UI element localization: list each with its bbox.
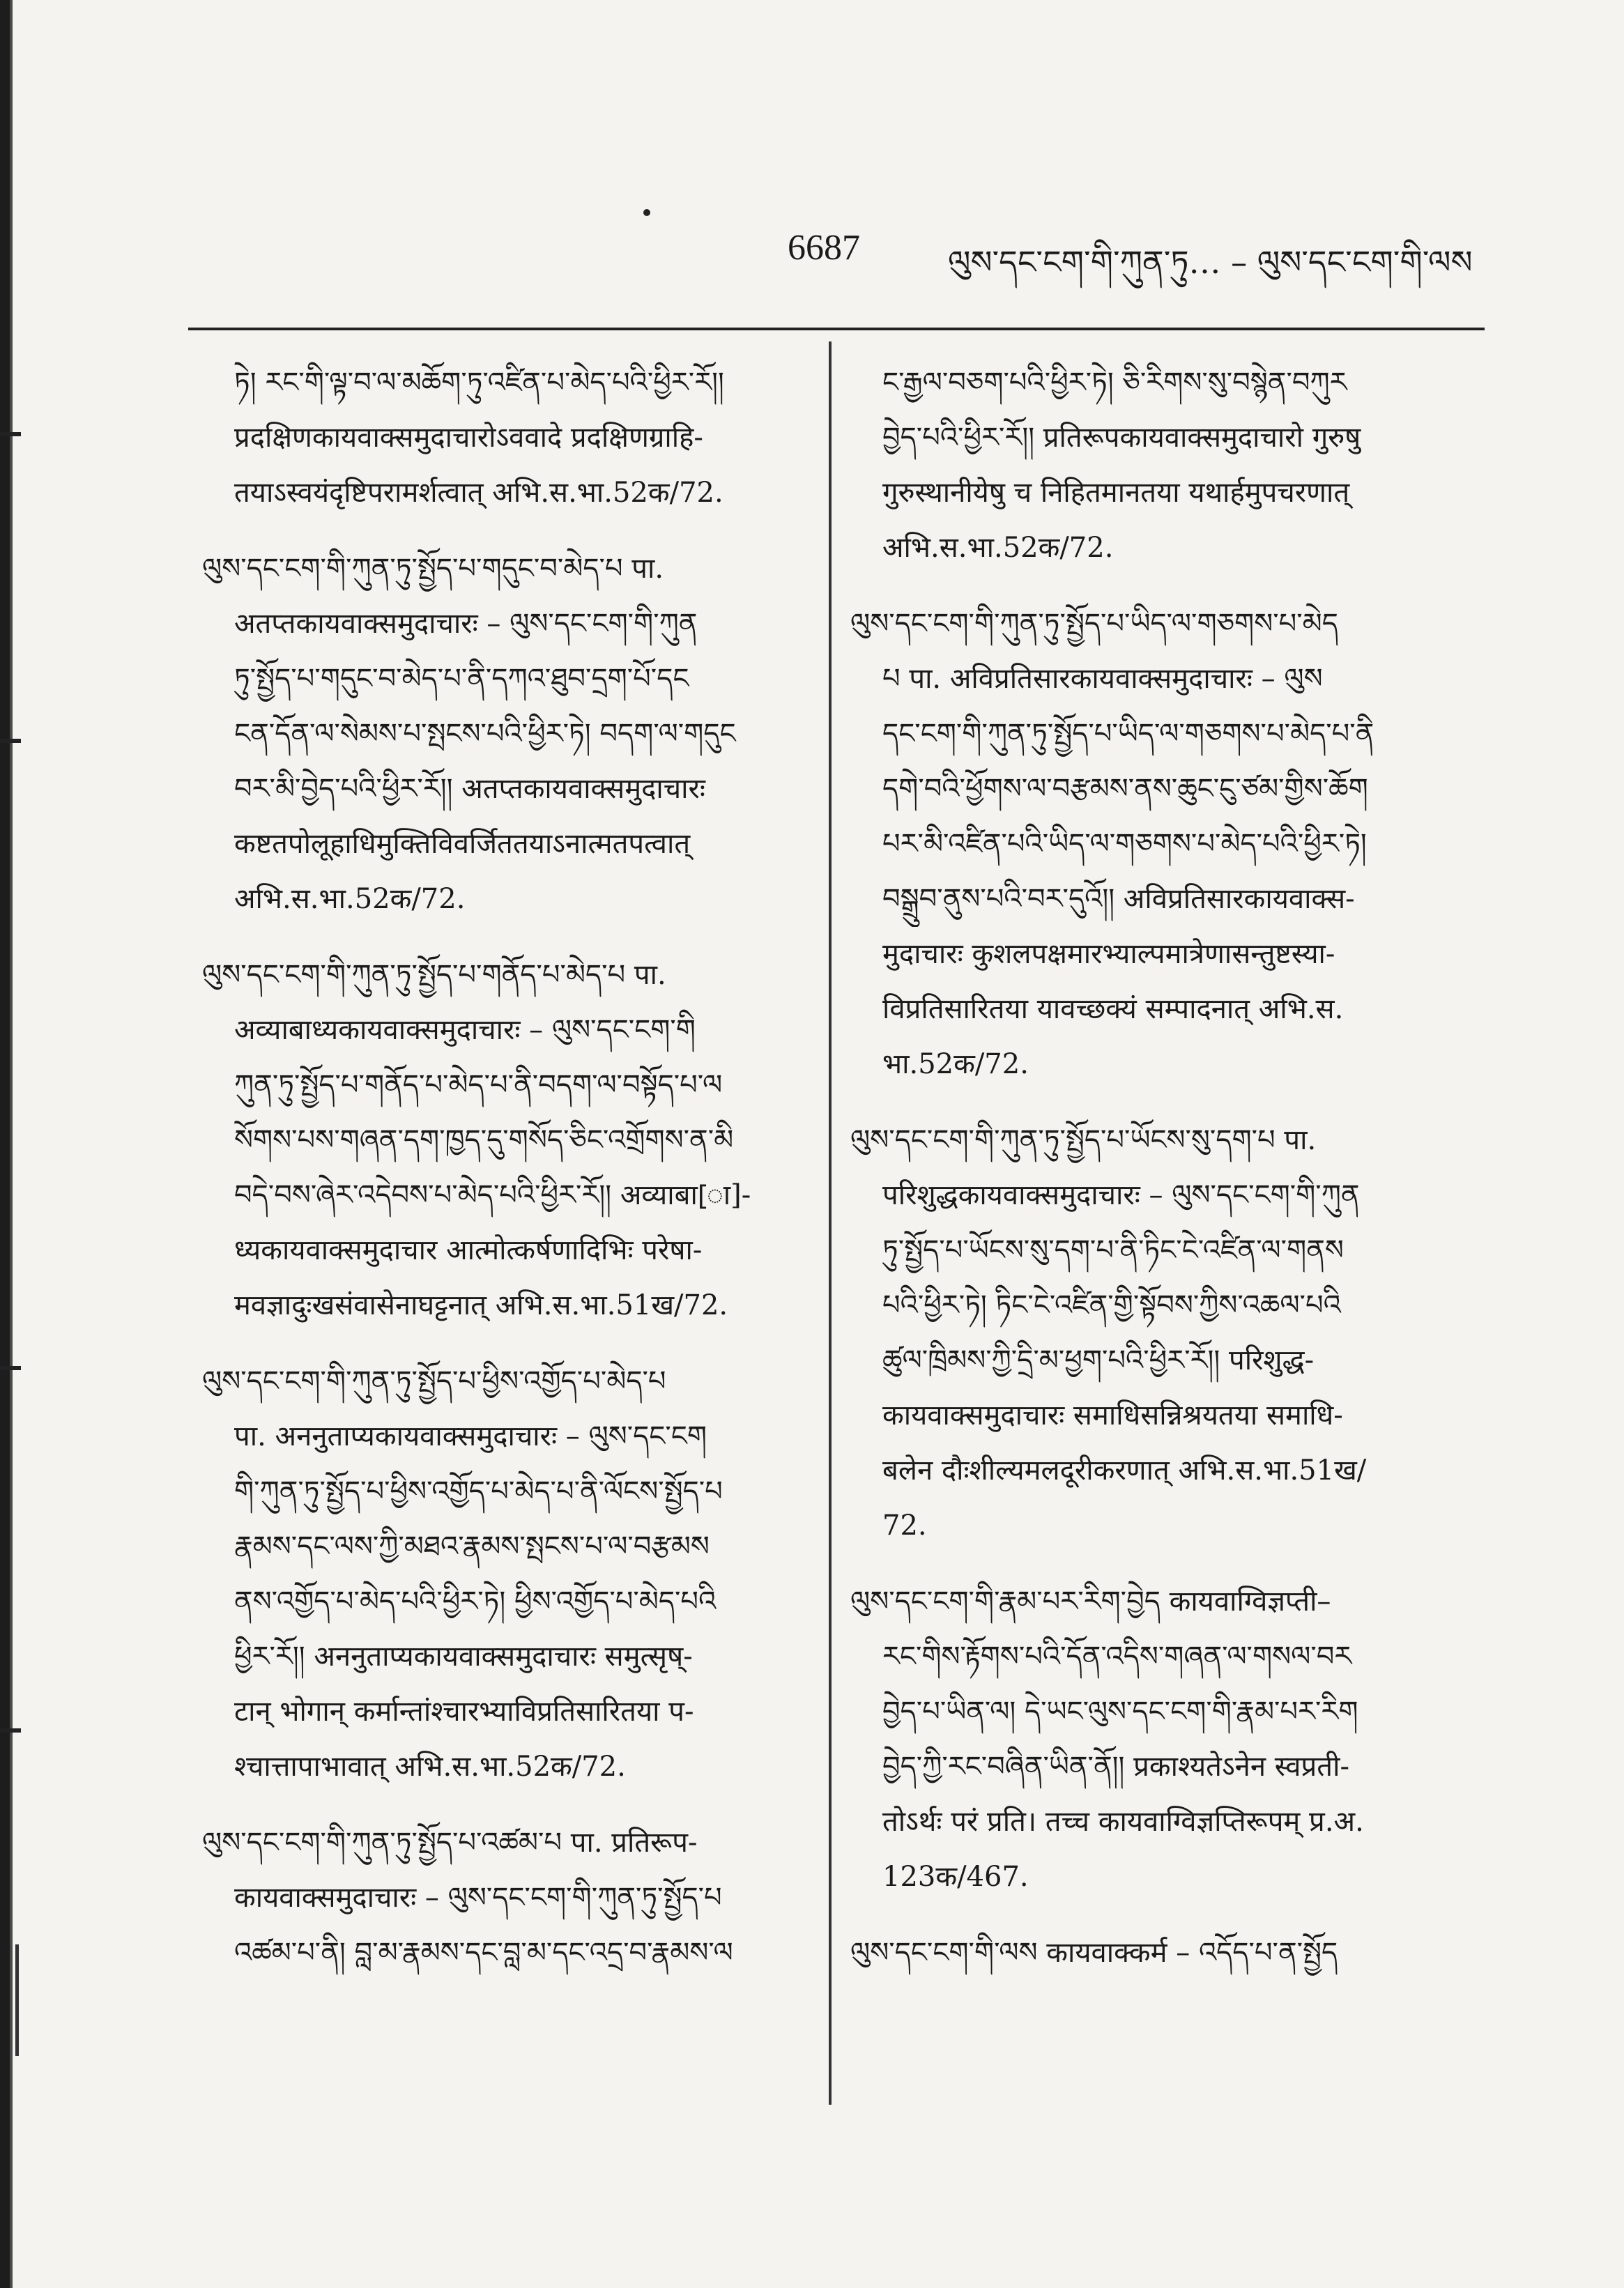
entry-line: कायवाक्समुदाचारः समाधिसन्निश्रयतया समाधि- (882, 1399, 1343, 1431)
entry-line: ནས་འགྱོད་པ་མེད་པའི་ཕྱིར་ཏེ། ཕྱིས་འགྱོད་པ་མེད་པའི (234, 1586, 717, 1618)
scan-edge-tick (0, 1366, 21, 1370)
entry-line: བྱེད་ཀྱི་རང་བཞིན་ཡིན་ནོ།། प्रकाश्यतेऽनेन स्वप्रती- (882, 1751, 1349, 1783)
scan-edge-mark (15, 1944, 19, 2056)
entry-headword: ལུས་དང་ངག་གི་ཀུན་ཏུ་སྤྱོད་པ་ཕྱིས་འགྱོད་པ་མེད་པ (202, 1365, 666, 1397)
header-rule (188, 328, 1485, 330)
entry-line: བྱེད་པའི་ཕྱིར་རོ།། प्रतिरूपकायवाक्समुदाचारो गुरुषु (882, 422, 1361, 454)
page-header (788, 222, 1485, 284)
entry-line: 123क/467. (882, 1861, 1029, 1893)
entry-line: विप्रतिसारितया यावच्छक्यं सम्पादनात् अभि.स. (882, 993, 1344, 1025)
entry-line: ང་རྒྱལ་བཅག་པའི་ཕྱིར་ཏེ། ཅི་རིགས་སུ་བསྙེན་བཀུར (882, 367, 1347, 399)
entry-line: अभि.स.भा.52क/72. (234, 883, 466, 915)
entry-line: ध्यकायवाक्समुदाचार आत्मोत्कर्षणादिभिः परेषा- (234, 1234, 703, 1266)
entry-line: परिशुद्धकायवाक्समुदाचारः – ལུས་དང་ངག་གི་ཀུན (882, 1179, 1360, 1211)
entry-line: ཏུ་སྤྱོད་པ་གདུང་བ་མེད་པ་ནི་དཀའ་ཐུབ་དྲག་པོ་དང (234, 663, 689, 695)
dictionary-entry (850, 597, 1478, 1092)
dictionary-entry (202, 1815, 822, 1981)
entry-line: भा.52क/72. (882, 1048, 1029, 1080)
entry-line: བར་མི་བྱེད་པའི་ཕྱིར་རོ།། अतप्तकायवाक्समुदाचारः (234, 773, 705, 805)
scan-dot (643, 209, 650, 216)
entry-line: तोऽर्थः परं प्रति। तच्च कायवाग्विज्ञप्तिरूपम् प्र.अ. (882, 1806, 1364, 1838)
dictionary-entry (202, 948, 822, 1333)
dictionary-entry (850, 1926, 1478, 1981)
entry-headword: ལུས་དང་ངག་གི་རྣམ་པར་རིག་བྱེད कायवाग्विज्ञप्ती– (850, 1586, 1331, 1618)
entry-line: དང་ངག་གི་ཀུན་ཏུ་སྤྱོད་པ་ཡིད་ལ་གཅགས་པ་མེད་པ་ནི (882, 718, 1374, 750)
entry-line: བསྒྲུབ་ནུས་པའི་བར་དུའོ།། अविप्रतिसारकायवाक्स- (882, 883, 1355, 915)
dictionary-entry (202, 1354, 822, 1795)
entry-line: बलेन दौःशील्यमलदूरीकरणात् अभि.स.भा.51ख/ (882, 1454, 1367, 1487)
entry-headword: ལུས་དང་ངག་གི་ལས कायवाक्कर्म – འདོད་པ་ན་སྤྱོད (850, 1937, 1338, 1969)
entry-headword: ལུས་དང་ངག་གི་ཀུན་ཏུ་སྤྱོད་པ་འཚམ་པ पा. प्रतिरूप- (202, 1827, 698, 1859)
entry-line: मवज्ञादुःखसंवासेनाघट्टनात् अभि.स.भा.51ख/72. (234, 1289, 728, 1321)
entry-line: मुदाचारः कुशलपक्षमारभ्याल्पमात्रेणासन्तुष्टस्या- (882, 938, 1335, 970)
entry-line: ཏུ་སྤྱོད་པ་ཡོངས་སུ་དག་པ་ནི་ཏིང་ངེ་འཛིན་ལ་གནས (882, 1234, 1344, 1266)
entry-line: अभि.स.भा.52क/72. (882, 532, 1114, 564)
dictionary-entry (234, 355, 822, 521)
page-number: 6687 (788, 228, 860, 268)
right-column (850, 355, 1478, 2002)
scan-edge-tick (0, 739, 21, 743)
entry-line: अतप्तकायवाक्समुदाचारः – ལུས་དང་ངག་གི་ཀུན (234, 608, 698, 640)
entry-line: པ पा. अविप्रतिसारकायवाक्समुदाचारः – ལུས (882, 663, 1323, 695)
entry-line: प्रदक्षिणकायवाक्समुदाचारोऽववादे प्रदक्षिणग्राहि- (234, 422, 703, 454)
entry-line: ཚུལ་ཁྲིམས་ཀྱི་དྲི་མ་ཕྱག་པའི་ཕྱིར་རོ།། परिशुद्ध- (882, 1344, 1315, 1376)
entry-line: ཀུན་ཏུ་སྤྱོད་པ་གནོད་པ་མེད་པ་ནི་བདག་ལ་བསྟོད་པ་ལ (234, 1069, 723, 1101)
entry-line: རང་གིས་རྟོགས་པའི་དོན་འདིས་གཞན་ལ་གསལ་བར (882, 1641, 1352, 1673)
entry-line: गुरुस्थानीयेषु च निहितमानतया यथार्हमुपचरणात् (882, 477, 1350, 509)
entry-line: तयाऽस्वयंदृष्टिपरामर्शत्वात् अभि.स.भा.52क/72. (234, 477, 723, 509)
entry-line: ཏེ། རང་གི་ལྟ་བ་ལ་མཆོག་ཏུ་འཛིན་པ་མེད་པའི་ཕྱིར་རོ།། (234, 367, 724, 399)
dictionary-entry (882, 355, 1478, 576)
entry-line: ཕྱིར་རོ།། अननुताप्यकायवाक्समुदाचारः समुत्सृष्- (234, 1641, 693, 1673)
entry-line: དགེ་བའི་ཕྱོགས་ལ་བརྩམས་ནས་ཆུང་ངུ་ཙམ་གྱིས་ཆོག (882, 773, 1368, 805)
left-column (202, 355, 822, 2002)
entry-line: अव्याबाध्यकायवाक्समुदाचारः – ལུས་དང་ངག་གི (234, 1014, 696, 1046)
entry-headword: ལུས་དང་ངག་གི་ཀུན་ཏུ་སྤྱོད་པ་གནོད་པ་མེད་པ पा. (202, 959, 666, 991)
scan-edge-tick (0, 1728, 21, 1733)
entry-headword: ལུས་དང་ངག་གི་ཀུན་ཏུ་སྤྱོད་པ་ཡོངས་སུ་དག་པ पा. (850, 1124, 1317, 1156)
entry-line: པར་མི་འཛིན་པའི་ཡིད་ལ་གཅགས་པ་མེད་པའི་ཕྱིར་ཏེ། (882, 828, 1367, 860)
entry-line: འཚམ་པ་ནི། བླ་མ་རྣམས་དང་བླ་མ་དང་འདྲ་བ་རྣམས་ལ (234, 1937, 733, 1969)
entry-line: སོགས་པས་གཞན་དག་ཁྱད་དུ་གསོད་ཅིང་འགྲོགས་ན་མི (234, 1124, 734, 1156)
entry-line: श्चात्तापाभावात् अभि.स.भा.52क/72. (234, 1751, 626, 1783)
entry-line: གི་ཀུན་ཏུ་སྤྱོད་པ་ཕྱིས་འགྱོད་པ་མེད་པ་ནི་ལོངས་སྤྱོད་པ (234, 1475, 723, 1507)
entry-line: कायवाक्समुदाचारः – ལུས་དང་ངག་གི་ཀུན་ཏུ་སྤྱོད་པ (234, 1882, 722, 1914)
column-divider (829, 341, 832, 2105)
entry-line: བྱེད་པ་ཡིན་ལ། དེ་ཡང་ལུས་དང་ངག་གི་རྣམ་པར་རིག (882, 1696, 1358, 1728)
scan-edge-tick (0, 432, 21, 436)
entry-line: पा. अननुताप्यकायवाक्समुदाचारः – ལུས་དང་ངག (234, 1420, 707, 1452)
dictionary-entry (202, 542, 822, 927)
dictionary-entry (850, 1574, 1478, 1905)
entry-line: कष्टतपोलूहाधिमुक्तिविवर्जिततयाऽनात्मतपत्वात् (234, 828, 691, 860)
entry-line: ངན་དོན་ལ་སེམས་པ་སྤངས་པའི་ཕྱིར་ཏེ། བདག་ལ་གདུང (234, 718, 736, 750)
running-head: ལུས་དང་ངག་གི་ཀུན་ཏུ… – ལུས་དང་ངག་གི་ལས (948, 243, 1473, 281)
entry-headword: ལུས་དང་ངག་གི་ཀུན་ཏུ་སྤྱོད་པ་གདུང་བ་མེད་པ पा. (202, 553, 664, 585)
entry-line: टान् भोगान् कर्मान्तांश्चारभ्याविप्रतिसारितया प- (234, 1696, 694, 1728)
entry-line: རྣམས་དང་ལས་ཀྱི་མཐའ་རྣམས་སྤངས་པ་ལ་བརྩམས (234, 1530, 710, 1563)
dictionary-entry (850, 1113, 1478, 1553)
entry-headword: ལུས་དང་ངག་གི་ཀུན་ཏུ་སྤྱོད་པ་ཡིད་ལ་གཅགས་པ་མེད (850, 608, 1338, 640)
entry-line: བདེ་བས་ཞེར་འདེབས་པ་མེད་པའི་ཕྱིར་རོ།། अव्याबा[ा]- (234, 1179, 751, 1211)
entry-line: པའི་ཕྱིར་ཏེ། ཏིང་ངེ་འཛིན་གྱི་སྟོབས་ཀྱིས་འཆལ་པའི (882, 1289, 1341, 1321)
entry-line: 72. (882, 1510, 927, 1542)
